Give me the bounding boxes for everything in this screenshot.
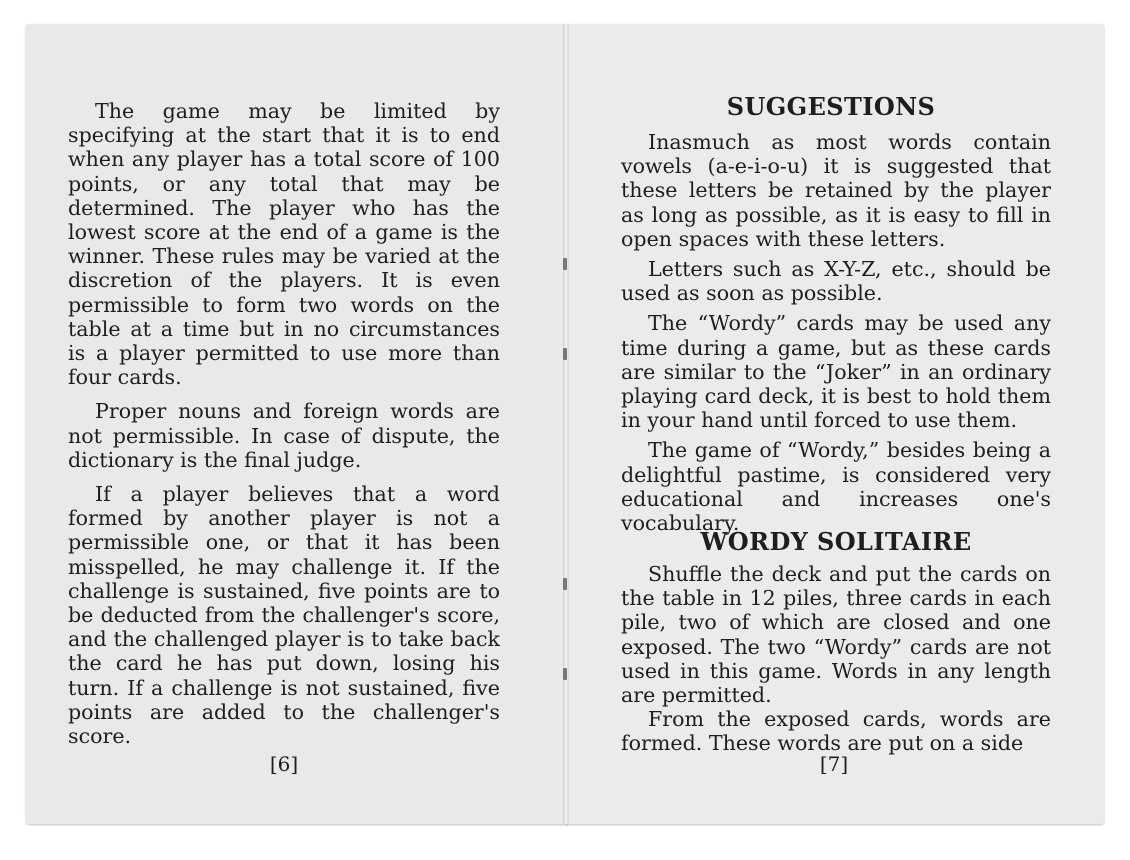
paragraph-exposed-cards: From the exposed cards, words are formed. These words are put on a side [621,707,1051,756]
paragraph-wordy-cards: The “Wordy” cards may be used any time during a game, but as these cards are similar to the “Joker” in an ordinary playing card deck, it is best to hold them in your hand until forced to use them. [621,311,1051,433]
paragraph-game-limit: The game may be limited by specifying at the start that it is to end when any player has a total score of 100 points, or any total that may be determined. The player who has the lowest score at the end of a game is the winner. These rules may be varied at the discretion of the players. It is even permissible to form two words on the table at a time but in no circumstances is a player permitted to use more than four cards. [68,99,500,390]
page-number-left: [6] [269,752,299,776]
staple-mark [563,348,567,360]
book-spine [563,24,569,824]
page-number-right: [7] [819,752,849,776]
staple-mark [563,668,567,680]
staple-mark [563,578,567,590]
heading-suggestions: SUGGESTIONS [726,92,936,121]
paragraph-educational: The game of “Wordy,” besides being a delightful pastime, is considered very educational and increases one's vocabulary. [621,438,1051,536]
paragraph-xyz: Letters such as X-Y-Z, etc., should be used as soon as possible. [621,257,1051,306]
paragraph-challenge: If a player believes that a word formed by another player is not a permissible one, or that it has been misspelled, he may challenge it. If the challenge is sustained, five points are to be deducted from the challenger's score, and the challenged player is to take back the card he has put down, losing his turn. If a challenge is not sustained, five points are added to the challenger's score. [68,482,500,749]
paragraph-proper-nouns: Proper nouns and foreign words are not permissible. In case of dispute, the dictionary is the final judge. [68,399,500,472]
left-page-text [68,99,500,748]
paragraph-vowels: Inasmuch as most words contain vowels (a-e-i-o-u) it is suggested that these letters be retained by the player as long as possible, as it is easy to fill in open spaces with these letters. [621,130,1051,251]
paragraph-shuffle: Shuffle the deck and put the cards on the table in 12 piles, three cards in each pile, two of which are closed and one exposed. The two “Wordy” cards are not used in this game. Words in any length are permitted. [621,562,1051,708]
suggestions-text [621,130,1051,535]
heading-wordy-solitaire: WORDY SOLITAIRE [700,527,972,556]
solitaire-text [621,562,1051,756]
staple-mark [563,258,567,270]
